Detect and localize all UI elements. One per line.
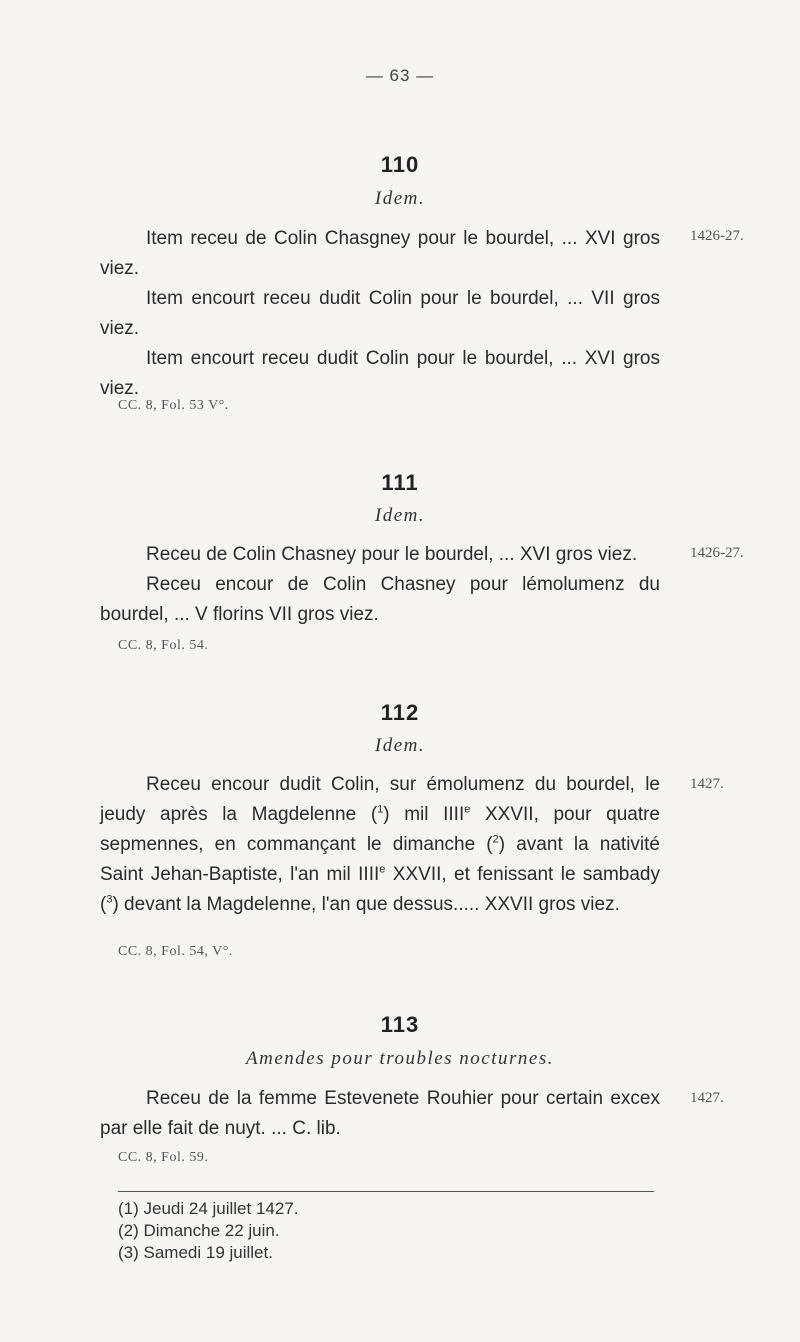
entry-number: 113 — [380, 1012, 420, 1037]
entry-title: Idem. — [374, 188, 426, 209]
footnote: (1) Jeudi 24 juillet 1427. — [118, 1199, 299, 1218]
footnotes — [118, 1198, 658, 1264]
entry-title: Idem. — [374, 505, 426, 526]
entry-body — [100, 540, 660, 630]
archive-reference: CC. 8, Fol. 54, V°. — [118, 944, 233, 959]
entry-number: 110 — [380, 152, 420, 177]
entry-date: 1427. — [690, 776, 724, 792]
entry-body — [100, 770, 660, 920]
archive-reference: CC. 8, Fol. 53 V°. — [118, 398, 229, 413]
entry-body — [100, 1084, 660, 1144]
entry-body — [100, 224, 660, 404]
footnote-divider — [118, 1191, 654, 1192]
entry-number: 112 — [380, 700, 420, 725]
archive-reference: CC. 8, Fol. 59. — [118, 1150, 209, 1165]
entry-paragraph: Receu de Colin Chasney pour le bourdel, ... XVI gros viez. — [146, 544, 638, 565]
entry-date: 1427. — [690, 1090, 724, 1106]
entry-number: 111 — [381, 470, 419, 495]
entry-paragraph: Receu encour dudit Colin, sur émolumenz du bourdel, le jeudy après la Magdelenne ($^1$) mil IIIIe XXVII, pour quatre sepmennes, en commançant le dimanche ($^2$) avant la nativité Saint Jehan-Baptiste, l'an mil IIIIe XXVII, et fenissant le sambady ($^3$) devant la Magdelenne, l'an que dessus..... XXVII gros viez. — [100, 774, 661, 915]
archive-reference: CC. 8, Fol. 54. — [118, 638, 209, 653]
entry-title: Idem. — [374, 735, 426, 756]
page-number: — 63 — — [365, 66, 435, 85]
footnote: (3) Samedi 19 juillet. — [118, 1243, 273, 1262]
entry-paragraph: Item receu de Colin Chasgney pour le bourdel, ... XVI gros viez. — [100, 228, 660, 279]
entry-paragraph: Item encourt receu dudit Colin pour le bourdel, ... XVI gros viez. — [100, 348, 660, 399]
entry-title: Amendes pour troubles nocturnes. — [246, 1048, 554, 1069]
entry-paragraph: Receu encour de Colin Chasney pour lémolumenz du bourdel, ... V florins VII gros viez. — [100, 574, 660, 625]
entry-paragraph: Receu de la femme Estevenete Rouhier pour certain excex par elle fait de nuyt. ... C. lib. — [100, 1088, 660, 1139]
entry-date: 1426-27. — [690, 228, 744, 244]
entry-date: 1426-27. — [690, 545, 744, 561]
entry-paragraph: Item encourt receu dudit Colin pour le bourdel, ... VII gros viez. — [100, 288, 660, 339]
footnote: (2) Dimanche 22 juin. — [118, 1221, 280, 1240]
